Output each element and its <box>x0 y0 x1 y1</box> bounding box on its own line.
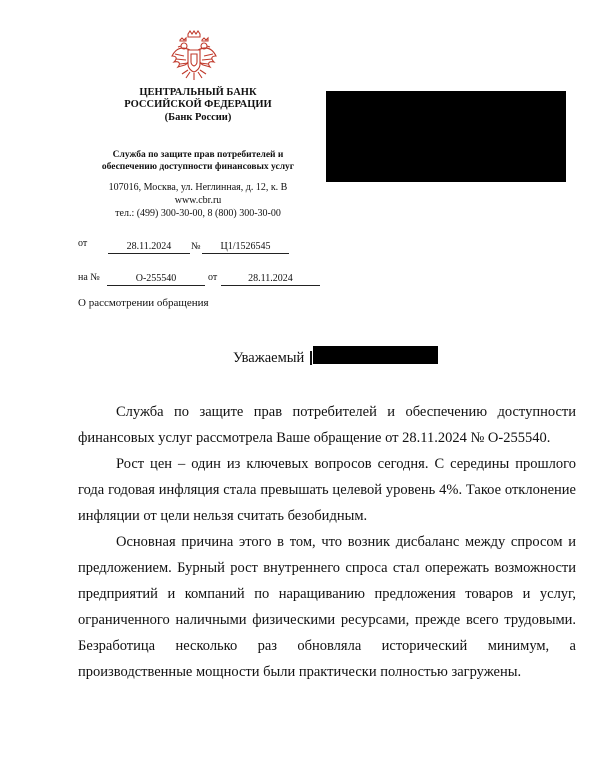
reply-to-date: 28.11.2024 <box>221 272 320 286</box>
bank-emblem-icon <box>170 30 218 82</box>
reply-to-number: О-255540 <box>107 272 205 286</box>
number-label: № <box>191 241 201 252</box>
body-paragraph: Служба по защите прав потребителей и обеспечению доступности финансовых услуг рассмотрела Ваше обращение от 28.11.2024 № О-255540. <box>78 404 576 446</box>
salutation: Уважаемый <box>233 350 305 366</box>
bank-name-line3: (Банк России) <box>164 112 232 123</box>
bank-name-line1: ЦЕНТРАЛЬНЫЙ БАНК <box>139 87 257 98</box>
service-name-line1: Служба по защите прав потребителей и <box>112 150 284 160</box>
letter-body <box>78 399 576 685</box>
bank-phones: тел.: (499) 300-30-00, 8 (800) 300-30-00 <box>115 208 281 219</box>
date-label: от <box>78 238 88 249</box>
document-number: Ц1/1526545 <box>202 240 289 254</box>
subject-line: О рассмотрении обращения <box>78 297 209 309</box>
bank-name-line2: РОССИЙСКОЙ ФЕДЕРАЦИИ <box>124 99 272 110</box>
salutation-initial <box>310 351 312 365</box>
reply-date-label: от <box>208 272 218 283</box>
body-paragraph: Рост цен – один из ключевых вопросов сегодня. С середины прошлого года годовая инфляция стала превышать целевой уровень 4%. Такое отклонение инфляции от цели нельзя считать безобидным. <box>78 456 576 524</box>
service-name-line2: обеспечению доступности финансовых услуг <box>101 162 295 172</box>
reply-to-label: на № <box>78 272 100 283</box>
recipient-redaction <box>326 91 566 182</box>
body-paragraph: Основная причина этого в том, что возник дисбаланс между спросом и предложением. Бурный рост внутреннего спроса стал опережать возможности предприятий и компаний по наращиванию предложения товаров и услуг, ограниченного наличными физическими ресурсами, прежде всего трудовыми. Безработица несколько раз обновляла исторический минимум, а производственные мощности были практически полностью загружены. <box>78 534 576 680</box>
document-date: 28.11.2024 <box>108 240 190 254</box>
bank-address: 107016, Москва, ул. Неглинная, д. 12, к. В <box>108 182 288 193</box>
bank-website: www.cbr.ru <box>174 195 222 206</box>
recipient-name-redaction <box>313 346 438 364</box>
